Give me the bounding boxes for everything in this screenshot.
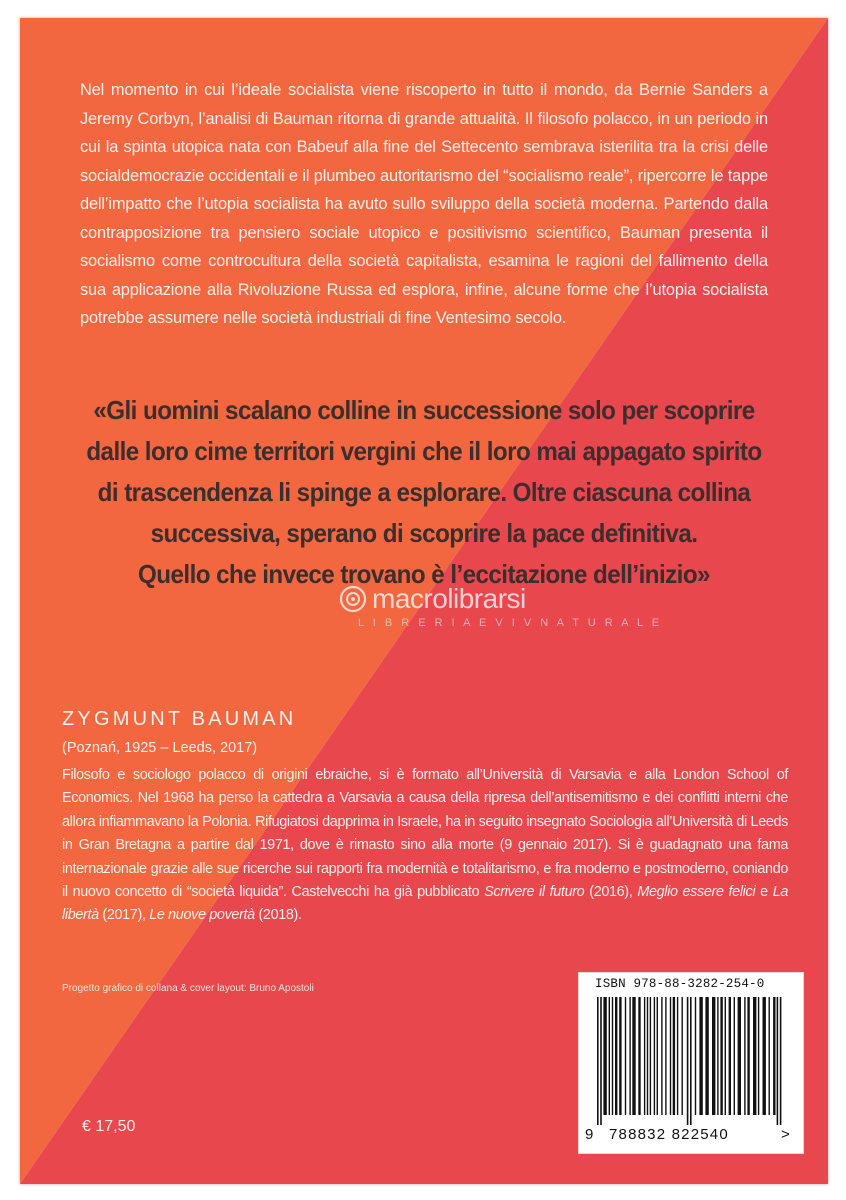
barcode-bar bbox=[712, 997, 715, 1115]
book-title-suffix: (2016), bbox=[584, 884, 638, 901]
ean-end-marker: > bbox=[781, 1126, 790, 1143]
barcode-bar bbox=[744, 997, 745, 1115]
barcode-bar bbox=[734, 997, 735, 1115]
book-title: La libertà bbox=[62, 884, 789, 924]
book-title-suffix: (2018). bbox=[254, 907, 302, 924]
barcode-bar bbox=[654, 997, 655, 1115]
barcode-bar bbox=[661, 997, 662, 1115]
barcode-bar bbox=[657, 997, 658, 1115]
isbn-barcode-box bbox=[578, 972, 804, 1154]
barcode-guard bbox=[600, 997, 602, 1125]
pull-quote bbox=[80, 390, 768, 595]
barcode-bar bbox=[665, 997, 666, 1115]
barcode-bar bbox=[632, 997, 635, 1115]
barcode-guard bbox=[597, 997, 599, 1125]
quote-line: Quello che invece trovano è l’eccitazione dell’inizio» bbox=[138, 559, 710, 589]
price: € 17,50 bbox=[82, 1118, 136, 1135]
barcode-bar bbox=[603, 997, 606, 1115]
barcode-bar bbox=[609, 997, 610, 1115]
quote-line: successiva, sperano di scoprire la pace definitiva. bbox=[150, 518, 698, 548]
barcode-bar bbox=[729, 997, 731, 1115]
author-dates: (Poznań, 1925 – Leeds, 2017) bbox=[62, 740, 258, 756]
book-title: Scrivere il futuro bbox=[484, 884, 585, 901]
barcode-bar bbox=[747, 997, 749, 1115]
design-credits: Progetto grafico di collana & cover layout: Bruno Apostoli bbox=[62, 983, 314, 994]
quote-line: «Gli uomini scalano colline in successione solo per scoprire bbox=[93, 395, 755, 425]
barcode-guard bbox=[690, 997, 692, 1125]
book-title: Le nuove povertà bbox=[149, 907, 255, 924]
barcode-bar bbox=[717, 997, 718, 1115]
barcode-guard bbox=[780, 997, 782, 1125]
author-name: ZYGMUNT BAUMAN bbox=[62, 708, 297, 730]
barcode-bar bbox=[677, 997, 678, 1115]
barcode-bar bbox=[773, 997, 775, 1115]
barcode-bar bbox=[644, 997, 645, 1115]
barcode-bar bbox=[720, 997, 722, 1115]
barcode-bar bbox=[670, 997, 671, 1115]
isbn-label: ISBN 978-88-3282-254-0 bbox=[595, 977, 765, 991]
book-back-cover bbox=[20, 18, 828, 1184]
barcode-guard bbox=[687, 997, 689, 1125]
book-title: Meglio essere felici bbox=[637, 884, 756, 901]
barcode-bar bbox=[625, 997, 626, 1115]
author-bio bbox=[62, 764, 788, 928]
barcode-bar bbox=[758, 997, 759, 1115]
synopsis-text: Nel momento in cui l’ideale socialista viene riscoperto in tutto il mondo, da Bernie Sanders a Jeremy Corbyn, l’analisi di Bauman ritorna di grande attualità. Il filosofo polacco, in un periodo in cui la spinta utopica nata con Babeuf alla fine del Settecento sembrava isterilita tra la crisi delle socialdemocrazie occidentali e il plumbeo autoritarismo del “socialismo reale”, ripercorre le tappe dell’impatto che l’utopia socialista ha avuto sullo sviluppo della società moderna. Partendo dalla contrapposizione tra pensiero sociale utopico e positivismo scientifico, Bauman presenta il socialismo come controcultura della società capitalista, esamina le ragioni del fallimento della sua applicazione alla Rivoluzione Russa ed esplora, infine, alcune forme che l’utopia socialista potrebbe assumere nelle società industriali di fine Ventesimo secolo. bbox=[80, 81, 768, 327]
ean-first-digit: 9 bbox=[585, 1126, 594, 1143]
barcode-bar bbox=[695, 997, 696, 1115]
barcode-bar bbox=[612, 997, 613, 1115]
barcode-bar bbox=[638, 997, 640, 1115]
barcode-bar bbox=[725, 997, 726, 1115]
barcode-bar bbox=[629, 997, 630, 1115]
barcode-bar bbox=[763, 997, 766, 1115]
barcode-bar bbox=[705, 997, 708, 1115]
quote-line: di trascendenza li spinge a esplorare. Oltre ciascuna collina bbox=[97, 477, 751, 507]
barcode-bar bbox=[619, 997, 621, 1115]
quote-line: dalle loro cime territori vergini che il loro mai appagato spirito bbox=[86, 436, 762, 466]
ean-digits: 788832 822540 bbox=[609, 1126, 729, 1143]
barcode-bar bbox=[769, 997, 770, 1115]
watermark-tagline: L I B R E R I A E V I V N A T U R A L E bbox=[358, 617, 663, 629]
barcode-bar bbox=[738, 997, 741, 1115]
barcode-bar bbox=[673, 997, 675, 1115]
barcode-guard bbox=[777, 997, 779, 1125]
barcode-bar bbox=[699, 997, 702, 1115]
barcode-bar bbox=[650, 997, 651, 1115]
book-title-suffix: (2017), bbox=[98, 907, 150, 924]
barcode-bar bbox=[647, 997, 648, 1115]
barcode bbox=[597, 997, 783, 1125]
barcode-bar bbox=[615, 997, 617, 1115]
barcode-bar bbox=[682, 997, 683, 1115]
book-title-suffix: e bbox=[755, 884, 773, 901]
author-bio-text: Filosofo e sociologo polacco di origini ebraiche, si è formato all’Università di Varsavia e alla London School of Economics. Nel 1968 ha perso la cattedra a Varsavia a causa della ripresa dell’antisemitismo e dei conflitti interni che allora infiammavano la Polonia. Rifugiatosi dapprima in Israele, ha in seguito insegnato Sociologia all’Università di Leeds in Gran Bretagna a partire dal 1971, dove è rimasto sino alla morte (9 gennaio 2017). Si è guadagnato una fama internazionale grazie alle sue ricerche sui rapporti fra modernità e totalitarismo, e fra moderno e postmoderno, coniando il nuovo concetto di “società liquida”. Castelvecchi ha già pubblicato bbox=[62, 767, 788, 901]
barcode-bar bbox=[753, 997, 756, 1115]
watermark-name: macrolibrarsi bbox=[372, 583, 526, 614]
